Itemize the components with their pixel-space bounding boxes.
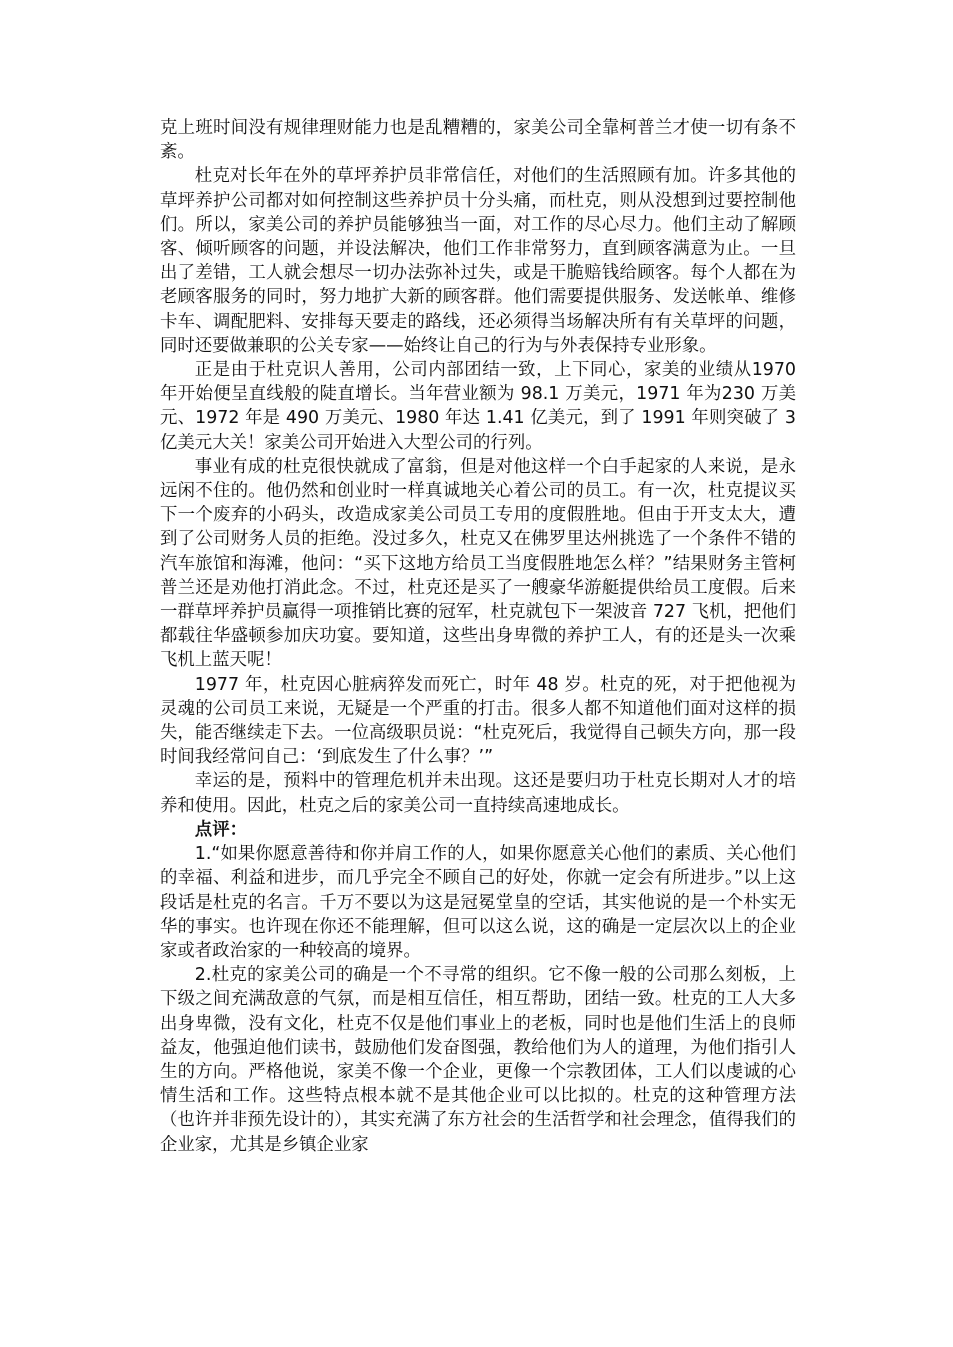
body-paragraph: 杜克对长年在外的草坪养护员非常信任，对他们的生活照顾有加。许多其他的草坪养护公司都对如何控制这些养护员十分头痛，而杜克，则从没想到过要控制他们。所以，家美公司的养护员能够独当一面，对工作的尽心尽力。他们主动了解顾客、倾听顾客的问题，并设法解决，他们工作非常努力，直到顾客满意为止。一旦出了差错，工人就会想尽一切办法弥补过失，或是干脆赔钱给顾客。每个人都在为老顾客服务的同时，努力地扩大新的顾客群。他们需要提供服务、发送帐单、维修卡车、调配肥料、安排每天要走的路线，还必须得当场解决所有有关草坪的问题，同时还要做兼职的公关专家——始终让自己的行为与外表保持专业形象。: [160, 166, 796, 356]
comment-paragraph: 2.杜克的家美公司的确是一个不寻常的组织。它不像一般的公司那么刻板，上下级之间充满敌意的气氛，而是相互信任，相互帮助，团结一致。杜克的工人大多出身卑微，没有文化，杜克不仅是他们事业上的老板，同时也是他们生活上的良师益友，他强迫他们读书，鼓励他们发奋图强，教给他们为人的道理，为他们指引人生的方向。严格他说，家美不像一个企业，更像一个宗教团体，工人们以虔诚的心情生活和工作。这些特点根本就不是其他企业可以比拟的。杜克的这种管理方法（也许并非预先设计的），其实充满了东方社会的生活哲学和社会理念，值得我们的企业家，尤其是乡镇企业家: [160, 965, 796, 1155]
body-paragraph: 正是由于杜克识人善用，公司内部团结一致，上下同心，家美的业绩从1970 年开始便呈直线般的陡直增长。当年营业额为 98.1 万美元，1971 年为230 万美元、1972 年是 490 万美元、1980 年达 1.41 亿美元，到了 1991 年则突破了 3 亿美元大关！家美公司开始进入大型公司的行列。: [160, 360, 796, 453]
comment-heading: 点评：: [194, 819, 247, 840]
body-paragraph: 1977 年，杜克因心脏病猝发而死亡，时年 48 岁。杜克的死，对于把他视为灵魂的公司员工来说，无疑是一个严重的打击。很多人都不知道他们面对这样的损失，能否继续走下去。一位高级职员说：“杜克死后，我觉得自己顿失方向，那一段时间我经常问自己：‘到底发生了什么事？’”: [160, 674, 796, 768]
body-paragraph: 幸运的是，预料中的管理危机并未出现。这还是要归功于杜克长期对人才的培养和使用。因此，杜克之后的家美公司一直持续高速地成长。: [160, 771, 796, 816]
body-paragraph: 事业有成的杜克很快就成了富翁，但是对他这样一个白手起家的人来说，是永远闲不住的。他仍然和创业时一样真诚地关心着公司的员工。有一次，杜克提议买下一个废弃的小码头，改造成家美公司员工专用的度假胜地。但由于开支太大，遭到了公司财务人员的拒绝。没过多久，杜克又在佛罗里达州挑选了一个条件不错的汽车旅馆和海滩，他问：“买下这地方给员工当度假胜地怎么样？”结果财务主管柯普兰还是劝他打消此念。不过，杜克还是买了一艘豪华游艇提供给员工度假。后来一群草坪养护员赢得一项推销比赛的冠军，杜克就包下一架波音 727 飞机，把他们都载往华盛顿参加庆功宴。要知道，这些出身卑微的养护工人，有的还是头一次乘飞机上蓝天呢！: [160, 456, 796, 671]
comment-paragraph: 1.“如果你愿意善待和你并肩工作的人，如果你愿意关心他们的素质、关心他们的幸福、利益和进步，而几乎完全不顾自己的好处，你就一定会有所进步。”以上这段话是杜克的名言。千万不要以为这是冠冕堂皇的空话，其实他说的是一个朴实无华的事实。也许现在你还不能理解，但可以这么说，这的确是一定层次以上的企业家或者政治家的一种较高的境界。: [160, 844, 796, 961]
document-page: [160, 116, 796, 1157]
body-paragraph: 克上班时间没有规律理财能力也是乱糟糟的，家美公司全靠柯普兰才使一切有条不紊。: [160, 118, 796, 163]
